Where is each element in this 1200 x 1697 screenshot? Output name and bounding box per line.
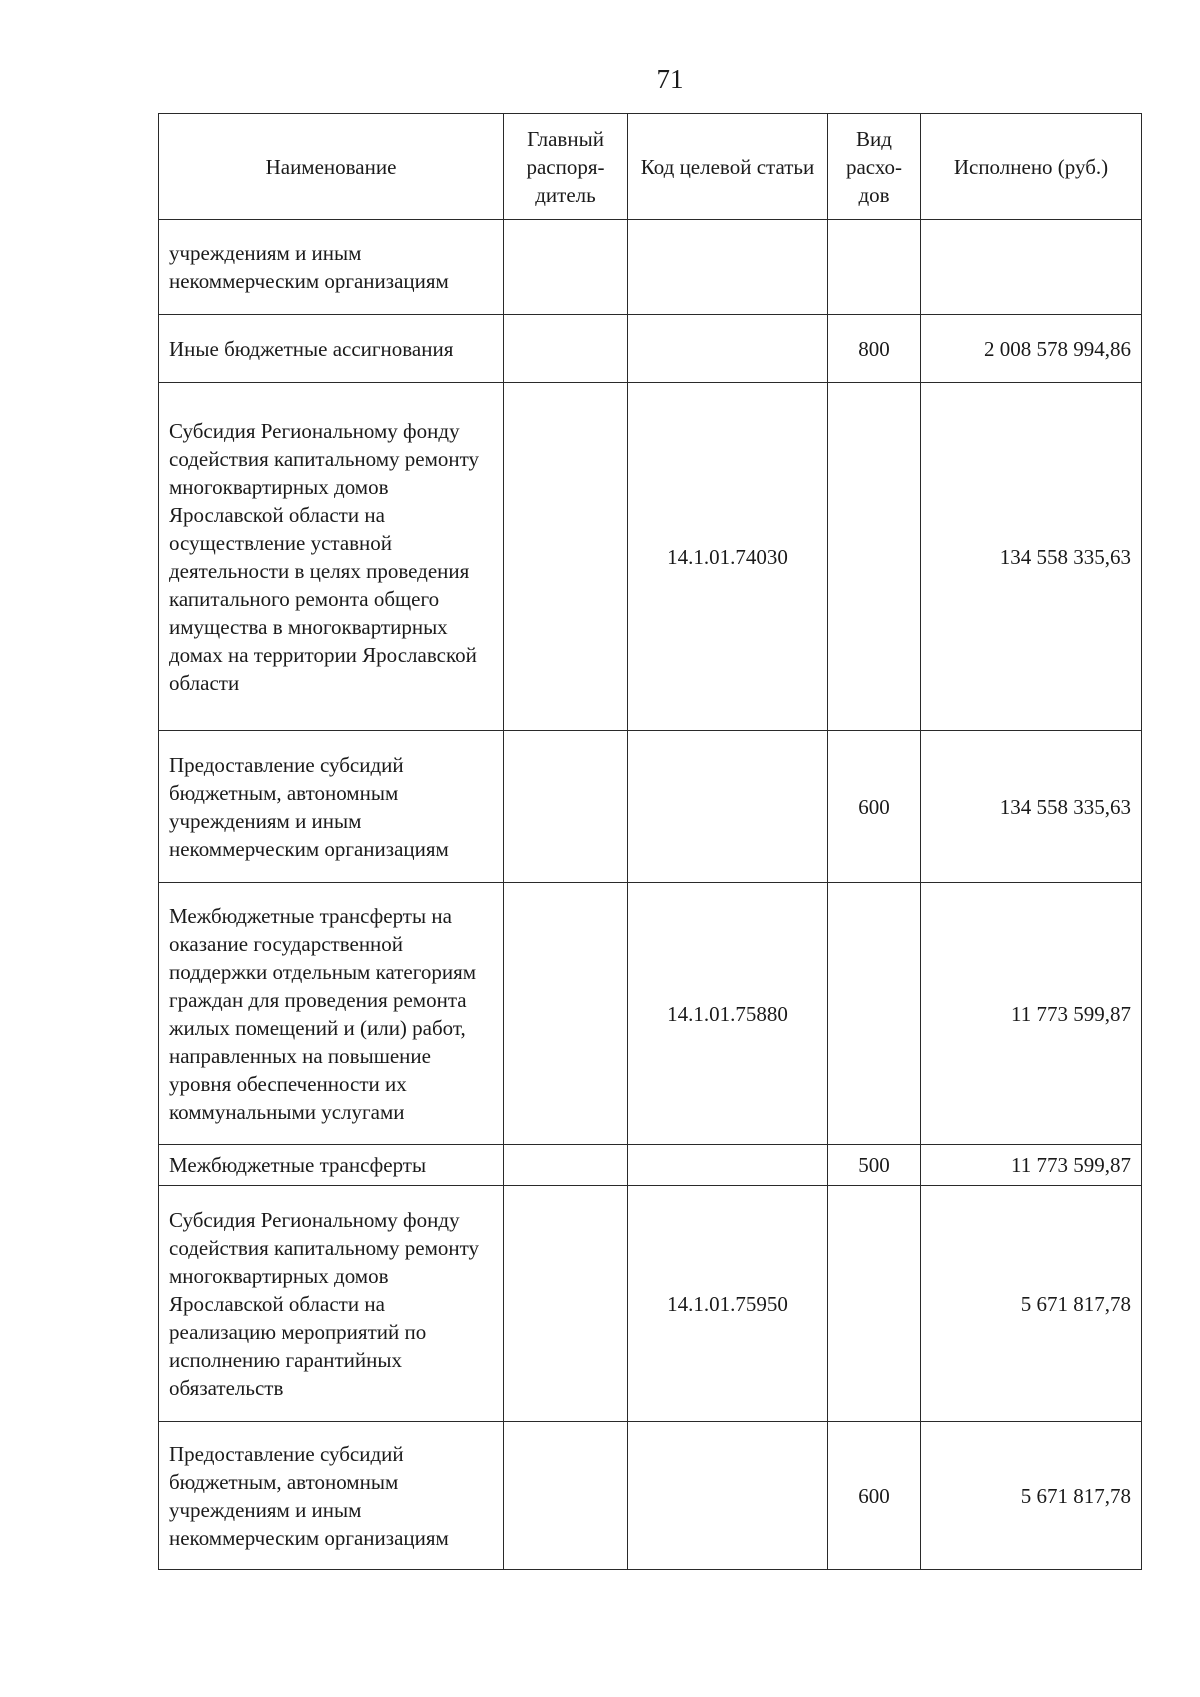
row-code — [628, 731, 828, 883]
row-type: 600 — [828, 1422, 921, 1570]
row-name: Межбюджетные трансферты — [159, 1145, 504, 1186]
row-manager — [504, 731, 628, 883]
table-header-row — [159, 114, 1142, 220]
row-code — [628, 1145, 828, 1186]
row-amount: 11 773 599,87 — [921, 883, 1142, 1145]
table-row — [159, 1422, 1142, 1570]
table-row — [159, 315, 1142, 383]
row-type — [828, 883, 921, 1145]
row-amount: 5 671 817,78 — [921, 1422, 1142, 1570]
table-row — [159, 220, 1142, 315]
row-name: Субсидия Региональному фонду содействия капитальному ремонту многоквартирных домов Ярославской области на осуществление уставной деятельности в целях проведения капитального ремонта общего имущества в многоквартирных домах на территории Ярославской области — [159, 383, 504, 731]
header-name: Наименование — [159, 114, 504, 220]
row-manager — [504, 1186, 628, 1422]
row-amount — [921, 220, 1142, 315]
budget-execution-table — [158, 113, 1142, 1570]
header-type: Вид расхо-дов — [828, 114, 921, 220]
row-code: 14.1.01.75880 — [628, 883, 828, 1145]
row-type: 600 — [828, 731, 921, 883]
row-name: Иные бюджетные ассигнования — [159, 315, 504, 383]
header-manager: Главный распоря-дитель — [504, 114, 628, 220]
table-row — [159, 1186, 1142, 1422]
row-type: 500 — [828, 1145, 921, 1186]
row-manager — [504, 220, 628, 315]
row-amount: 11 773 599,87 — [921, 1145, 1142, 1186]
row-type — [828, 220, 921, 315]
row-manager — [504, 1145, 628, 1186]
row-name: Межбюджетные трансферты на оказание государственной поддержки отдельным категориям граждан для проведения ремонта жилых помещений и (или) работ, направленных на повышение уровня обеспеченности их коммунальными услугами — [159, 883, 504, 1145]
row-name: учреждениям и иным некоммерческим организациям — [159, 220, 504, 315]
row-manager — [504, 315, 628, 383]
row-name: Предоставление субсидий бюджетным, автономным учреждениям и иным некоммерческим организациям — [159, 731, 504, 883]
table-row — [159, 731, 1142, 883]
page-number: 71 — [656, 64, 684, 94]
row-code — [628, 315, 828, 383]
row-type: 800 — [828, 315, 921, 383]
row-code: 14.1.01.75950 — [628, 1186, 828, 1422]
table-row — [159, 1145, 1142, 1186]
header-code: Код целевой статьи — [628, 114, 828, 220]
row-manager — [504, 1422, 628, 1570]
row-code — [628, 220, 828, 315]
row-amount: 134 558 335,63 — [921, 731, 1142, 883]
row-code — [628, 1422, 828, 1570]
budget-table-container — [158, 113, 1141, 1570]
row-name: Предоставление субсидий бюджетным, автономным учреждениям и иным некоммерческим организациям — [159, 1422, 504, 1570]
row-amount: 2 008 578 994,86 — [921, 315, 1142, 383]
row-type — [828, 1186, 921, 1422]
row-amount: 134 558 335,63 — [921, 383, 1142, 731]
table-row — [159, 883, 1142, 1145]
row-name: Субсидия Региональному фонду содействия капитальному ремонту многоквартирных домов Ярославской области на реализацию мероприятий по исполнению гарантийных обязательств — [159, 1186, 504, 1422]
row-manager — [504, 383, 628, 731]
table-row — [159, 383, 1142, 731]
row-code: 14.1.01.74030 — [628, 383, 828, 731]
row-type — [828, 383, 921, 731]
row-manager — [504, 883, 628, 1145]
row-amount: 5 671 817,78 — [921, 1186, 1142, 1422]
header-executed: Исполнено (руб.) — [921, 114, 1142, 220]
